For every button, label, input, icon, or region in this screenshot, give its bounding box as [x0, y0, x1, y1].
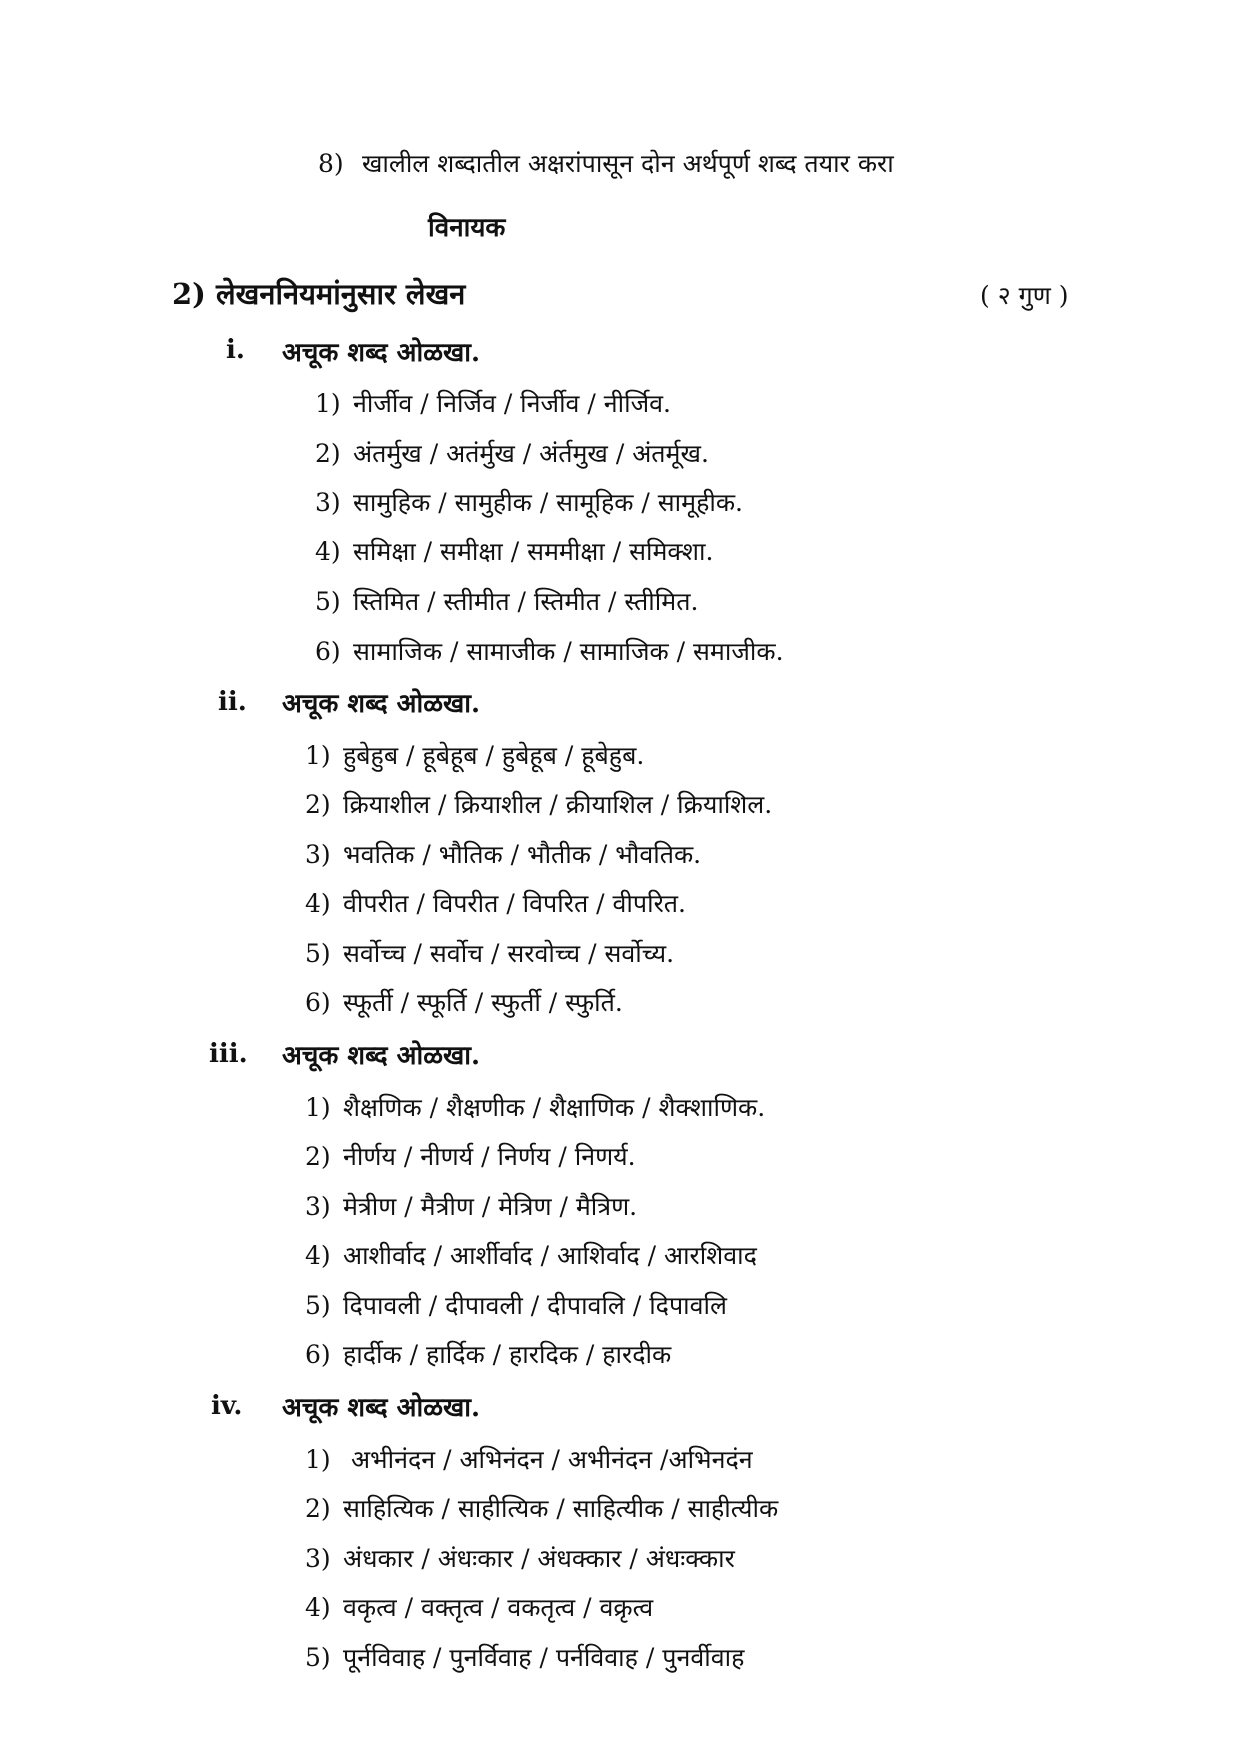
section-marks: ( २ गुण ): [980, 281, 1069, 310]
subsection-iii-numeral: iii.: [209, 1039, 248, 1069]
list-item: 2) साहित्यिक / साहीत्यिक / साहित्यीक / साहीत्यीक: [305, 1494, 779, 1523]
subsection-ii-title: अचूक शब्द ओळखा.: [282, 689, 481, 719]
list-item: 5) दिपावली / दीपावली / दीपावलि / दिपावलि: [305, 1291, 727, 1320]
list-item: 4) आशीर्वाद / आर्शीर्वाद / आशिर्वाद / आरशिवाद: [305, 1241, 757, 1270]
subsection-iii-title: अचूक शब्द ओळखा.: [282, 1041, 481, 1071]
given-word: विनायक: [428, 213, 506, 243]
list-item: 3) सामुहिक / सामुहीक / सामूहिक / सामूहीक.: [315, 488, 743, 517]
subsection-iv-numeral: iv.: [211, 1391, 243, 1421]
list-item: 3) भवतिक / भौतिक / भौतीक / भौवतिक.: [305, 840, 702, 869]
list-item: 3) अंधकार / अंधःकार / अंधक्कार / अंधःक्कार: [305, 1544, 735, 1573]
list-item: 6) स्फूर्ती / स्फूर्ति / स्फुर्ती / स्फुर्ति.: [305, 988, 623, 1017]
list-item: 5) पूर्नविवाह / पुनर्विवाह / पर्नविवाह / पुनर्वीवाह: [305, 1643, 745, 1672]
question-8-number: 8): [318, 149, 344, 178]
list-item: 3) मेत्रीण / मैत्रीण / मेत्रिण / मैत्रिण.: [305, 1192, 638, 1221]
list-item: 5) सर्वोच्च / सर्वोच / सरवोच्च / सर्वोच्य.: [305, 939, 675, 968]
list-item: 1) नीर्जीव / निर्जिव / निर्जीव / नीर्जिव.: [315, 389, 671, 418]
list-item: 4) वकृत्व / वक्तृत्व / वकतृत्व / वक्रृत्व: [305, 1593, 654, 1622]
question-8-text: खालील शब्दातील अक्षरांपासून दोन अर्थपूर्ण शब्द तयार करा: [361, 149, 894, 178]
list-item: 5) स्तिमित / स्तीमीत / स्तिमीत / स्तीमित.: [315, 587, 699, 616]
subsection-ii-numeral: ii.: [218, 687, 247, 717]
list-item: 4) समिक्षा / समीक्षा / सममीक्षा / समिक्शा.: [315, 537, 714, 566]
subsection-i-title: अचूक शब्द ओळखा.: [282, 338, 481, 368]
subsection-iv-title: अचूक शब्द ओळखा.: [282, 1393, 481, 1423]
list-item: 2) नीर्णय / नीणर्य / निर्णय / निणर्य.: [305, 1142, 636, 1171]
section-heading: 2) लेखननियमांनुसार लेखन: [172, 277, 466, 311]
list-item: 2) क्रियाशील / क्रियाशील / क्रीयाशिल / क्रियाशिल.: [305, 790, 773, 819]
list-item: 4) वीपरीत / विपरीत / विपरित / वीपरित.: [305, 889, 686, 918]
question-8: [318, 146, 894, 180]
subsection-i-numeral: i.: [226, 335, 245, 365]
list-item: 1) अभीनंदन / अभिनंदन / अभीनंदन /अभिनदंन: [305, 1445, 753, 1474]
list-item: 6) हार्दीक / हार्दिक / हारदिक / हारदीक: [305, 1340, 672, 1369]
list-item: 6) सामाजिक / सामाजीक / सामाजिक / समाजीक.: [315, 637, 784, 666]
list-item: 1) हुबेहुब / हूबेहूब / हुबेहूब / हूबेहुब.: [305, 741, 645, 770]
list-item: 2) अंतर्मुख / अतंर्मुख / अंर्तमुख / अंतर्मूख.: [315, 439, 709, 468]
list-item: 1) शैक्षणिक / शैक्षणीक / शैक्षाणिक / शैक्शाणिक.: [305, 1093, 766, 1122]
